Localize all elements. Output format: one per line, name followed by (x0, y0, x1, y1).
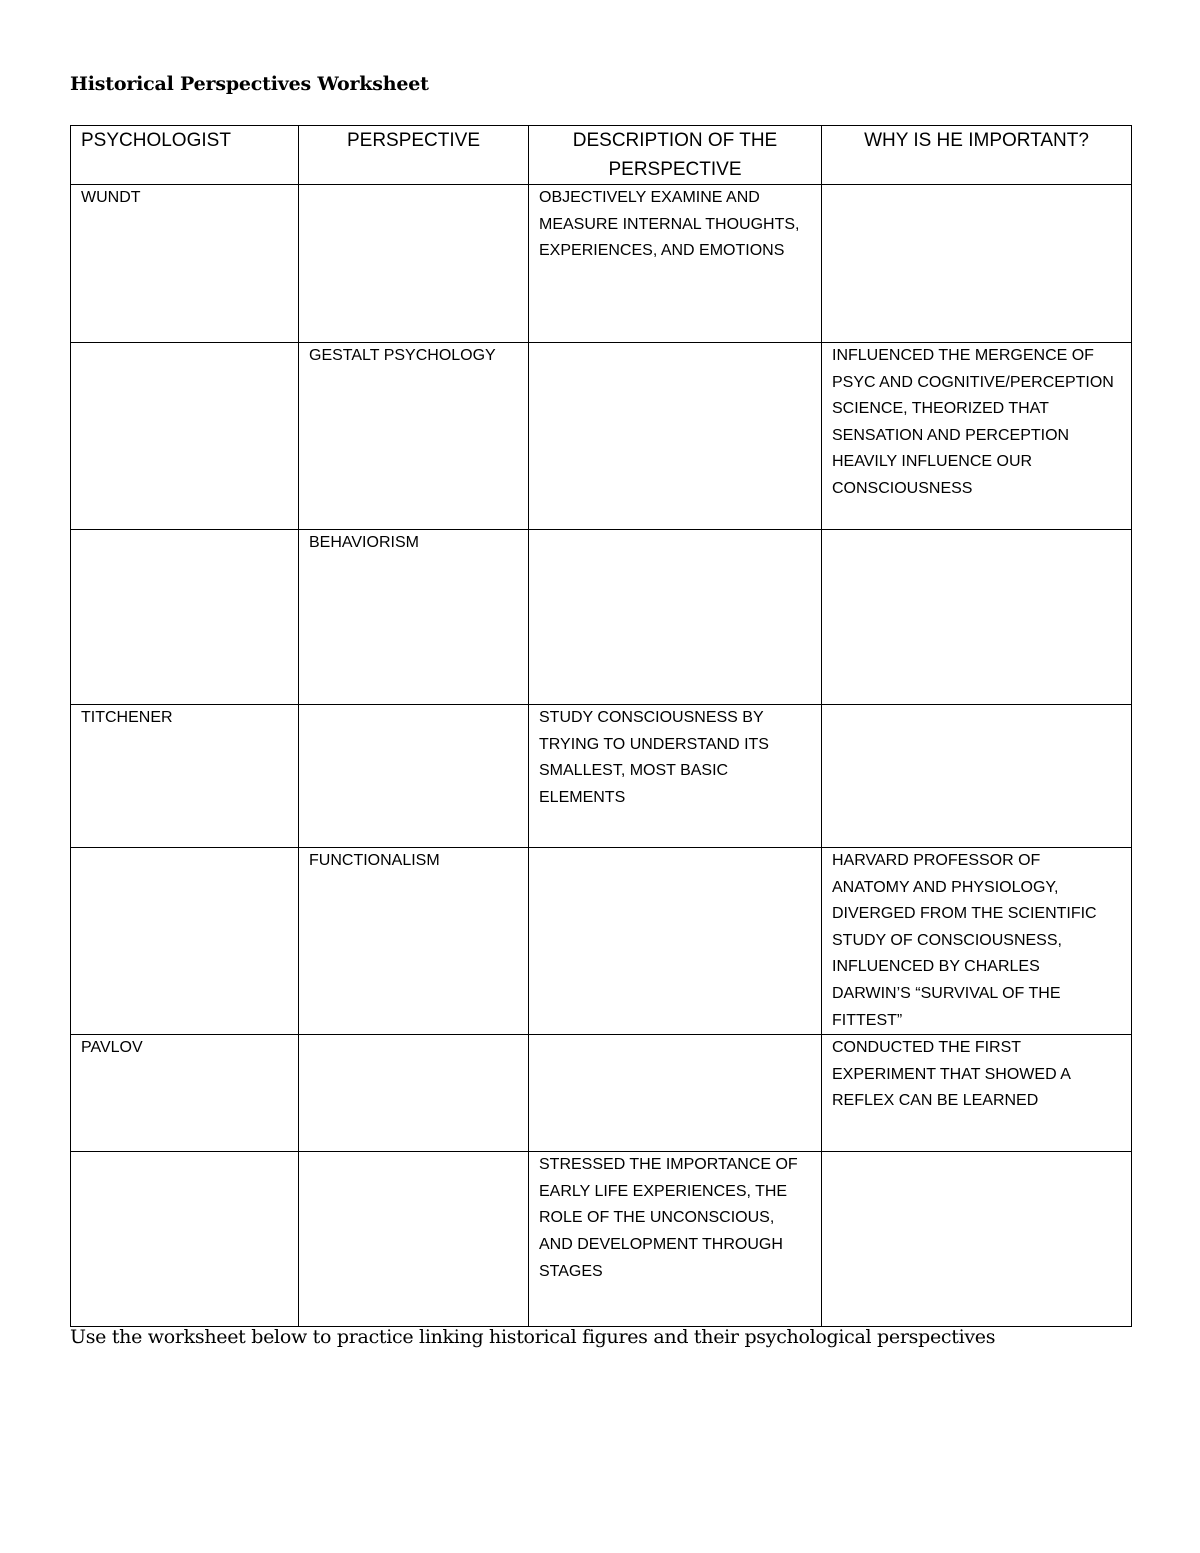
cell-importance (822, 530, 1132, 705)
cell-perspective (299, 705, 529, 848)
cell-perspective: GESTALT PSYCHOLOGY (299, 343, 529, 530)
cell-description: OBJECTIVELY EXAMINE AND MEASURE INTERNAL THOUGHTS, EXPERIENCES, AND EMOTIONS (529, 185, 822, 343)
header-row (71, 126, 1132, 185)
cell-psychologist (71, 1152, 299, 1327)
footer-note: Use the worksheet below to practice linking historical figures and their psychological perspectives (70, 1326, 996, 1348)
cell-importance (822, 185, 1132, 343)
cell-description (529, 848, 822, 1035)
cell-perspective (299, 1152, 529, 1327)
cell-perspective (299, 1035, 529, 1152)
table-row (71, 1152, 1132, 1327)
cell-description: STUDY CONSCIOUSNESS BY TRYING TO UNDERSTAND ITS SMALLEST, MOST BASIC ELEMENTS (529, 705, 822, 848)
cell-perspective: FUNCTIONALISM (299, 848, 529, 1035)
cell-psychologist (71, 530, 299, 705)
cell-importance: INFLUENCED THE MERGENCE OF PSYC AND COGNITIVE/PERCEPTION SCIENCE, THEORIZED THAT SENSATION AND PERCEPTION HEAVILY INFLUENCE OUR CONSCIOUSNESS (822, 343, 1132, 530)
table-row (71, 530, 1132, 705)
cell-perspective: BEHAVIORISM (299, 530, 529, 705)
cell-psychologist: PAVLOV (71, 1035, 299, 1152)
table-row (71, 848, 1132, 1035)
header-importance: WHY IS HE IMPORTANT? (822, 126, 1132, 185)
cell-importance (822, 705, 1132, 848)
cell-importance (822, 1152, 1132, 1327)
cell-description (529, 343, 822, 530)
cell-description (529, 530, 822, 705)
table-row (71, 1035, 1132, 1152)
table-row (71, 185, 1132, 343)
cell-psychologist (71, 848, 299, 1035)
table-row (71, 705, 1132, 848)
table-row (71, 343, 1132, 530)
perspectives-table (70, 125, 1132, 1327)
header-description: DESCRIPTION OF THE PERSPECTIVE (529, 126, 822, 185)
cell-psychologist: WUNDT (71, 185, 299, 343)
cell-description: STRESSED THE IMPORTANCE OF EARLY LIFE EXPERIENCES, THE ROLE OF THE UNCONSCIOUS, AND DEVELOPMENT THROUGH STAGES (529, 1152, 822, 1327)
cell-psychologist: TITCHENER (71, 705, 299, 848)
cell-perspective (299, 185, 529, 343)
header-psychologist: PSYCHOLOGIST (71, 126, 299, 185)
cell-description (529, 1035, 822, 1152)
cell-importance: HARVARD PROFESSOR OF ANATOMY AND PHYSIOLOGY, DIVERGED FROM THE SCIENTIFIC STUDY OF CONSCIOUSNESS, INFLUENCED BY CHARLES DARWIN’S “SURVIVAL OF THE FITTEST” (822, 848, 1132, 1035)
cell-psychologist (71, 343, 299, 530)
header-perspective: PERSPECTIVE (299, 126, 529, 185)
cell-importance: CONDUCTED THE FIRST EXPERIMENT THAT SHOWED A REFLEX CAN BE LEARNED (822, 1035, 1132, 1152)
page-title: Historical Perspectives Worksheet (70, 73, 429, 95)
